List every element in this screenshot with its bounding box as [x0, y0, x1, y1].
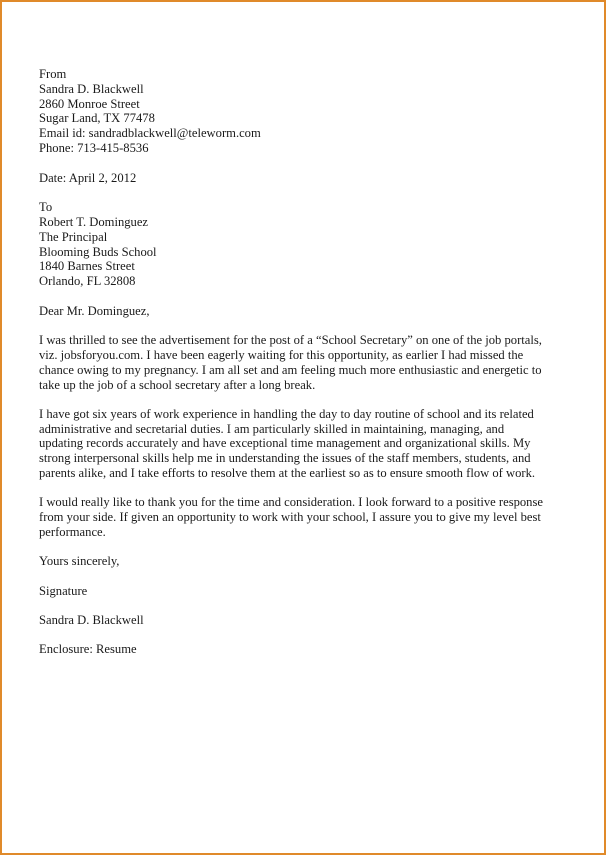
paragraph-line: performance. [39, 524, 106, 539]
paragraph-line: strong interpersonal skills help me in understanding the issues of the staff members, students, and [39, 451, 531, 466]
sender-street: 2860 Monroe Street [39, 96, 140, 111]
signer-name: Sandra D. Blackwell [39, 612, 144, 627]
body-paragraph-2 [39, 407, 569, 481]
recipient-city: Orlando, FL 32808 [39, 274, 136, 289]
letter-date: Date: April 2, 2012 [39, 170, 137, 185]
sender-name: Sandra D. Blackwell [39, 81, 144, 96]
recipient-name: Robert T. Dominguez [39, 214, 149, 229]
paragraph-line: I have got six years of work experience in handling the day to day routine of school and its related [39, 406, 534, 421]
salutation: Dear Mr. Dominguez, [39, 303, 150, 318]
body-paragraph-1 [39, 333, 569, 392]
paragraph-line: updating records accurately and have exceptional time management and organizational skills. My [39, 436, 531, 451]
sender-email: Email id: sandradblackwell@teleworm.com [39, 126, 261, 141]
spacer [39, 156, 569, 171]
recipient-street: 1840 Barnes Street [39, 259, 135, 274]
spacer [39, 185, 569, 200]
sender-city: Sugar Land, TX 77478 [39, 111, 155, 126]
sender-phone: Phone: 713-415-8536 [39, 140, 149, 155]
spacer [39, 289, 569, 304]
paragraph-line: I would really like to thank you for the time and consideration. I look forward to a positive response [39, 495, 543, 510]
letter-body [39, 67, 569, 672]
paragraph-line: from your side. If given an opportunity to work with your school, I assure you to give my level best [39, 510, 541, 525]
enclosure-note: Enclosure: Resume [39, 642, 137, 657]
recipient-school: Blooming Buds School [39, 244, 157, 259]
paragraph-line: administrative and secretarial duties. I am particularly skilled in maintaining, managing, and [39, 421, 505, 436]
body-paragraph-3 [39, 495, 569, 539]
closing: Yours sincerely, [39, 554, 120, 569]
recipient-label: To [39, 200, 53, 215]
sender-address-block [39, 67, 569, 156]
signature: Signature [39, 583, 88, 598]
paragraph-line: I was thrilled to see the advertisement for the post of a “School Secretary” on one of the job portals, [39, 333, 542, 348]
paragraph-line: viz. jobsforyou.com. I have been eagerly waiting for this opportunity, as earlier I had missed the [39, 347, 524, 362]
paragraph-line: chance owing to my pregnancy. I am all set and am feeling much more enthusiastic and energetic to [39, 362, 542, 377]
date-line [39, 171, 569, 186]
recipient-title: The Principal [39, 229, 108, 244]
paragraph-line: take up the job of a school secretary after a long break. [39, 377, 316, 392]
recipient-address-block [39, 200, 569, 289]
sender-label: From [39, 67, 67, 81]
paragraph-line: parents alike, and I take efforts to resolve them at the earliest so as to ensure smooth flow of work. [39, 466, 536, 481]
